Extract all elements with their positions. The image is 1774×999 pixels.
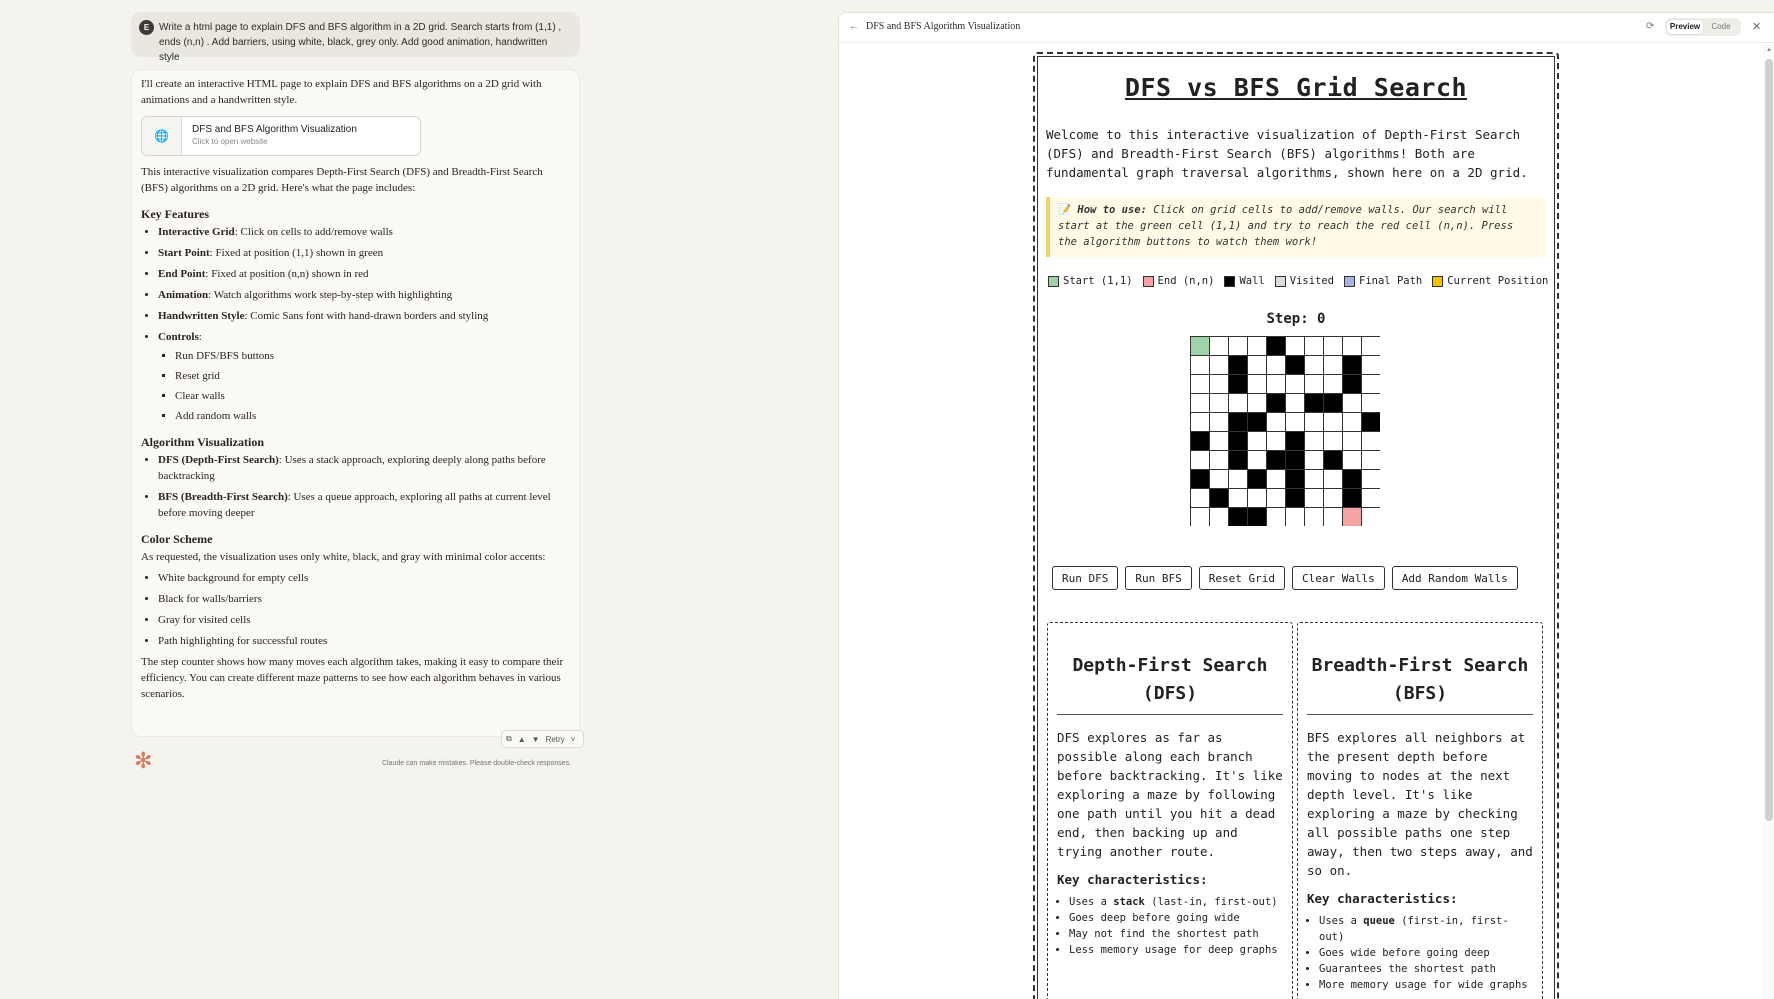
step-counter: Step: 0	[1266, 311, 1326, 327]
color-item: • Black for walls/barriers	[158, 591, 566, 607]
dfs-characteristic	[1069, 942, 1283, 958]
grid-cell[interactable]	[1362, 489, 1381, 508]
grid-cell[interactable]	[1362, 375, 1381, 394]
characteristic-text: Less memory usage for deep graphs	[1069, 944, 1278, 956]
legend-item	[1344, 275, 1422, 287]
dfs-key-heading: Key characteristics:	[1057, 872, 1208, 887]
grid-cell[interactable]	[1324, 489, 1343, 508]
grid-cell-wall[interactable]	[1248, 508, 1267, 527]
legend-item	[1275, 275, 1334, 287]
grid-cell[interactable]	[1248, 489, 1267, 508]
grid-cell-wall[interactable]	[1229, 451, 1248, 470]
bfs-characteristic	[1319, 913, 1533, 945]
dfs-characteristics	[1069, 894, 1283, 958]
bfs-card	[1297, 622, 1543, 999]
grid-cell[interactable]	[1191, 451, 1210, 470]
grid-cell[interactable]	[1305, 337, 1324, 356]
grid-cell-wall[interactable]	[1324, 394, 1343, 413]
grid-cell-end[interactable]	[1343, 508, 1362, 527]
controls-sublist	[175, 348, 566, 424]
grid-cell-wall[interactable]	[1324, 451, 1343, 470]
color-item: • Path highlighting for successful routes	[158, 633, 566, 649]
grid-cell[interactable]	[1324, 432, 1343, 451]
characteristic-text: Guarantees the shortest path	[1319, 963, 1497, 975]
grid-cell[interactable]	[1324, 470, 1343, 489]
grid-cell-wall[interactable]	[1343, 356, 1362, 375]
grid-cell[interactable]	[1191, 375, 1210, 394]
thumbs-up-icon[interactable]: ▲	[517, 734, 526, 744]
grid-cell[interactable]	[1191, 413, 1210, 432]
grid-cell-wall[interactable]	[1343, 375, 1362, 394]
algorithm-text: : Uses a stack approach, exploring deeply along paths before backtracking	[158, 454, 546, 482]
grid-cell-wall[interactable]	[1229, 413, 1248, 432]
characteristic-text: (first-in, first-out)	[1319, 915, 1509, 943]
feature-name: End Point	[158, 268, 206, 280]
controls-subitem: ▪ Clear walls	[175, 388, 566, 404]
feature-text: : Comic Sans font with hand-drawn borders and styling	[244, 310, 489, 322]
search-grid	[1190, 336, 1380, 526]
chevron-down-icon[interactable]: ˅	[570, 734, 576, 744]
algorithm-name: BFS (Breadth-First Search)	[158, 491, 288, 503]
grid-cell[interactable]	[1210, 394, 1229, 413]
characteristic-text: Uses a	[1069, 896, 1114, 908]
legend-item	[1224, 275, 1264, 287]
bfs-characteristics	[1319, 913, 1533, 993]
disclaimer: Claude can make mistakes. Please double-check responses.	[382, 760, 572, 767]
legend-swatch	[1048, 276, 1059, 287]
grid-cell-wall[interactable]	[1229, 356, 1248, 375]
grid-cell[interactable]	[1229, 337, 1248, 356]
run-bfs-button[interactable]: Run BFS	[1125, 566, 1191, 590]
artifact-card[interactable]	[141, 116, 421, 156]
colors-list	[158, 570, 566, 649]
grid-cell[interactable]	[1286, 337, 1305, 356]
artifact-pane	[838, 12, 1774, 999]
algorithm-name: DFS (Depth-First Search)	[158, 454, 279, 466]
grid-cell[interactable]	[1267, 413, 1286, 432]
grid-cell-wall[interactable]	[1210, 489, 1229, 508]
grid-cell[interactable]	[1286, 413, 1305, 432]
artifact-card-text	[182, 117, 367, 155]
algorithm-item	[158, 452, 566, 484]
grid-cell[interactable]	[1210, 413, 1229, 432]
algorithm-text: : Uses a queue approach, exploring all paths at current level before moving deeper	[158, 491, 551, 519]
grid-cell[interactable]	[1362, 337, 1381, 356]
grid-cell[interactable]	[1267, 356, 1286, 375]
how-to-use-label: How to use:	[1077, 204, 1147, 216]
grid-cell[interactable]	[1305, 508, 1324, 527]
legend	[1048, 275, 1558, 287]
grid-cell[interactable]	[1362, 470, 1381, 489]
grid-cell[interactable]	[1305, 413, 1324, 432]
feature-item	[158, 266, 566, 282]
bfs-characteristic	[1319, 977, 1533, 993]
characteristic-text: (last-in, first-out)	[1144, 896, 1278, 908]
legend-item	[1432, 275, 1548, 287]
artifact-header	[839, 13, 1774, 43]
reset-grid-button[interactable]: Reset Grid	[1199, 566, 1285, 590]
bfs-key-heading: Key characteristics:	[1307, 891, 1458, 906]
user-message-text: Write a html page to explain DFS and BFS algorithm in a 2D grid. Search starts from (1,1) , ends (n,n) . Add barriers, using white, black, grey only. Add good animation, handwritten style	[159, 22, 562, 63]
refresh-icon[interactable]: ⟳	[1646, 21, 1655, 32]
legend-label: Visited	[1289, 275, 1335, 287]
algorithm-heading: Algorithm Visualization	[141, 435, 265, 449]
grid-cell[interactable]	[1305, 451, 1324, 470]
grid-cell[interactable]	[1229, 394, 1248, 413]
algorithm-item	[158, 489, 566, 521]
code-tab[interactable]: Code	[1711, 22, 1731, 31]
feature-text: :	[198, 331, 202, 343]
feature-item	[158, 245, 566, 261]
grid-cell[interactable]	[1248, 337, 1267, 356]
grid-cell[interactable]	[1229, 489, 1248, 508]
artifact-header-title: DFS and BFS Algorithm Visualization	[866, 21, 1021, 32]
back-arrow-icon[interactable]: ←	[849, 21, 859, 32]
grid-cell[interactable]	[1305, 489, 1324, 508]
grid-cell[interactable]	[1324, 375, 1343, 394]
grid-cell[interactable]	[1362, 356, 1381, 375]
feature-item	[158, 308, 566, 324]
user-message	[131, 12, 580, 63]
copy-icon[interactable]: ⧉	[506, 734, 512, 743]
color-item: • White background for empty cells	[158, 570, 566, 586]
dfs-characteristic	[1069, 910, 1283, 926]
dfs-characteristic	[1069, 926, 1283, 942]
grid-cell[interactable]	[1362, 451, 1381, 470]
dfs-characteristic	[1069, 894, 1283, 910]
grid-cell-wall[interactable]	[1191, 470, 1210, 489]
color-item: • Gray for visited cells	[158, 612, 566, 628]
characteristic-text: More memory usage for wide graphs	[1319, 979, 1528, 991]
characteristic-text: Goes wide before going deep	[1319, 947, 1490, 959]
legend-swatch	[1224, 276, 1235, 287]
grid-cell[interactable]	[1191, 489, 1210, 508]
control-buttons	[1052, 566, 1552, 590]
grid-cell[interactable]	[1248, 356, 1267, 375]
grid-cell[interactable]	[1362, 432, 1381, 451]
algorithms-list	[158, 452, 566, 521]
run-dfs-button[interactable]: Run DFS	[1052, 566, 1118, 590]
legend-swatch	[1344, 276, 1355, 287]
grid-cell[interactable]	[1210, 470, 1229, 489]
grid-cell[interactable]	[1248, 451, 1267, 470]
feature-item	[158, 287, 566, 303]
grid-cell[interactable]	[1191, 356, 1210, 375]
grid-cell-wall[interactable]	[1267, 337, 1286, 356]
close-icon[interactable]: ✕	[1752, 21, 1762, 33]
grid-cell-wall[interactable]	[1248, 413, 1267, 432]
grid-cell[interactable]	[1324, 356, 1343, 375]
grid-cell[interactable]	[1267, 432, 1286, 451]
legend-swatch	[1432, 276, 1443, 287]
feature-name: Start Point	[158, 247, 210, 259]
feature-text: : Fixed at position (n,n) shown in red	[205, 268, 369, 280]
grid-cell[interactable]	[1248, 394, 1267, 413]
key-features-heading: Key Features	[141, 207, 210, 221]
legend-item	[1048, 275, 1133, 287]
characteristic-emphasis: stack	[1113, 896, 1145, 908]
bfs-title: Breadth-First Search (BFS)	[1307, 652, 1533, 715]
legend-swatch	[1143, 276, 1154, 287]
dfs-description: DFS explores as far as possible along each branch before backtracking. It's like exploring a maze by following one path until you hit a dead end, then backing up and trying another route.	[1057, 730, 1283, 859]
artifact-card-title: DFS and BFS Algorithm Visualization	[192, 124, 357, 135]
assistant-intro: I'll create an interactive HTML page to explain DFS and BFS algorithms on a 2D grid with animations and a handwritten style.	[141, 78, 542, 106]
grid-cell-wall[interactable]	[1343, 470, 1362, 489]
grid-cell[interactable]	[1248, 375, 1267, 394]
grid-cell[interactable]	[1191, 508, 1210, 527]
grid-cell[interactable]	[1343, 394, 1362, 413]
grid-cell[interactable]	[1324, 413, 1343, 432]
grid-cell-wall[interactable]	[1305, 394, 1324, 413]
feature-name: Controls	[158, 331, 199, 343]
grid-cell-wall[interactable]	[1286, 356, 1305, 375]
artifact-card-subtitle: Click to open website	[192, 137, 268, 146]
preview-tab[interactable]: Preview	[1667, 20, 1703, 34]
how-to-use-box	[1046, 197, 1546, 257]
features-list	[158, 224, 566, 424]
grid-cell-wall[interactable]	[1286, 489, 1305, 508]
visualization-page	[1033, 52, 1559, 999]
legend-label: Current Position	[1447, 275, 1549, 287]
grid-cell[interactable]	[1343, 451, 1362, 470]
grid-cell[interactable]	[1210, 337, 1229, 356]
feature-text: : Fixed at position (1,1) shown in green	[209, 247, 384, 259]
controls-subitem: ▪ Reset grid	[175, 368, 566, 384]
grid-cell-wall[interactable]	[1286, 451, 1305, 470]
assistant-message-body	[141, 76, 566, 702]
grid-cell[interactable]	[1267, 489, 1286, 508]
how-to-use-text: Click on grid cells to add/remove walls. Our search will start at the green cell (1,1) and try to reach the red cell (n,n). Press the algorithm buttons to watch them work!	[1058, 204, 1514, 248]
dfs-card	[1047, 622, 1293, 999]
grid-cell[interactable]	[1362, 394, 1381, 413]
grid-cell[interactable]	[1248, 432, 1267, 451]
grid-cell[interactable]	[1362, 508, 1381, 527]
grid-cell[interactable]	[1210, 375, 1229, 394]
grid-cell[interactable]	[1343, 413, 1362, 432]
grid-cell-wall[interactable]	[1229, 508, 1248, 527]
legend-label: Start (1,1)	[1063, 275, 1133, 287]
grid-cell[interactable]	[1229, 470, 1248, 489]
legend-swatch	[1275, 276, 1286, 287]
grid-cell[interactable]	[1305, 470, 1324, 489]
grid-cell[interactable]	[1210, 451, 1229, 470]
grid-cell[interactable]	[1267, 375, 1286, 394]
feature-text: : Click on cells to add/remove walls	[234, 226, 393, 238]
legend-label: Final Path	[1359, 275, 1423, 287]
feature-item	[158, 329, 566, 424]
assistant-closing: The step counter shows how many moves each algorithm takes, making it easy to compare their efficiency. You can create different maze patterns to see how each algorithm behaves in various scenarios.	[141, 656, 564, 700]
grid-cell[interactable]	[1210, 356, 1229, 375]
legend-item	[1143, 275, 1215, 287]
grid-cell[interactable]	[1191, 394, 1210, 413]
legend-label: End (n,n)	[1157, 275, 1215, 287]
grid-cell-wall[interactable]	[1343, 489, 1362, 508]
assistant-summary: This interactive visualization compares Depth-First Search (DFS) and Breadth-First Search (BFS) algorithms on a 2D grid. Here's what the page includes:	[141, 166, 543, 194]
feature-name: Animation	[158, 289, 209, 301]
grid-cell[interactable]	[1286, 375, 1305, 394]
assistant-message	[131, 69, 580, 737]
feature-name: Handwritten Style	[158, 310, 245, 322]
feature-text: : Watch algorithms work step-by-step with highlighting	[208, 289, 453, 301]
grid-cell[interactable]	[1305, 375, 1324, 394]
thumbs-down-icon[interactable]: ▼	[531, 734, 540, 744]
grid-cell[interactable]	[1267, 470, 1286, 489]
add-random-walls-button[interactable]: Add Random Walls	[1392, 566, 1518, 590]
grid-cell-wall[interactable]	[1191, 432, 1210, 451]
scroll-up-icon[interactable]: ▲	[1766, 47, 1772, 53]
grid-cell[interactable]	[1286, 394, 1305, 413]
claude-logo-icon: ✻	[134, 748, 153, 773]
feature-item	[158, 224, 566, 240]
grid-cell-wall[interactable]	[1286, 432, 1305, 451]
grid-cell-start[interactable]	[1191, 337, 1210, 356]
characteristic-emphasis: queue	[1363, 915, 1395, 927]
view-toggle	[1665, 18, 1741, 36]
grid-cell-wall[interactable]	[1229, 432, 1248, 451]
grid-cell[interactable]	[1210, 508, 1229, 527]
page-title: DFS vs BFS Grid Search	[1124, 73, 1468, 102]
grid-cell[interactable]	[1324, 337, 1343, 356]
grid-cell-wall[interactable]	[1362, 413, 1381, 432]
color-scheme-heading: Color Scheme	[141, 532, 213, 546]
retry-button[interactable]: Retry	[545, 734, 565, 744]
grid-cell-wall[interactable]	[1267, 451, 1286, 470]
legend-label: Wall	[1239, 275, 1265, 287]
clear-walls-button[interactable]: Clear Walls	[1292, 566, 1385, 590]
controls-subitem: ▪ Run DFS/BFS buttons	[175, 348, 566, 364]
grid-cell-wall[interactable]	[1267, 394, 1286, 413]
bfs-characteristic	[1319, 961, 1533, 977]
grid-cell-wall[interactable]	[1286, 470, 1305, 489]
feature-name: Interactive Grid	[158, 226, 235, 238]
controls-subitem: ▪ Add random walls	[175, 408, 566, 424]
scrollbar[interactable]	[1763, 45, 1774, 999]
globe-icon: 🌐	[142, 117, 182, 155]
characteristic-text: Uses a	[1319, 915, 1364, 927]
grid-cell[interactable]	[1267, 508, 1286, 527]
chat-pane	[0, 0, 838, 999]
message-actions	[501, 730, 584, 748]
grid-cell[interactable]	[1343, 337, 1362, 356]
characteristic-text: Goes deep before going wide	[1069, 912, 1240, 924]
characteristic-text: May not find the shortest path	[1069, 928, 1259, 940]
page-intro: Welcome to this interactive visualization of Depth-First Search (DFS) and Breadth-First Search (BFS) algorithms! Both are fundamental graph traversal algorithms, shown here on a 2D grid.	[1046, 127, 1528, 180]
bfs-characteristic	[1319, 945, 1533, 961]
grid-cell[interactable]	[1343, 432, 1362, 451]
scrollbar-thumb[interactable]	[1765, 59, 1773, 821]
grid-cell[interactable]	[1324, 508, 1343, 527]
grid-cell-wall[interactable]	[1229, 375, 1248, 394]
grid-cell-wall[interactable]	[1248, 470, 1267, 489]
grid-cell[interactable]	[1305, 356, 1324, 375]
user-avatar[interactable]: E	[139, 20, 154, 35]
memo-icon: 📝	[1058, 204, 1072, 216]
color-scheme-intro: As requested, the visualization uses only white, black, and gray with minimal color accents:	[141, 551, 546, 563]
dfs-title: Depth-First Search (DFS)	[1057, 652, 1283, 715]
grid-cell[interactable]	[1305, 432, 1324, 451]
grid-cell[interactable]	[1210, 432, 1229, 451]
grid-cell[interactable]	[1286, 508, 1305, 527]
bfs-description: BFS explores all neighbors at the present depth before moving to nodes at the next depth level. It's like exploring a maze by checking all possible paths one step away, then two steps away, and so on.	[1307, 730, 1533, 878]
